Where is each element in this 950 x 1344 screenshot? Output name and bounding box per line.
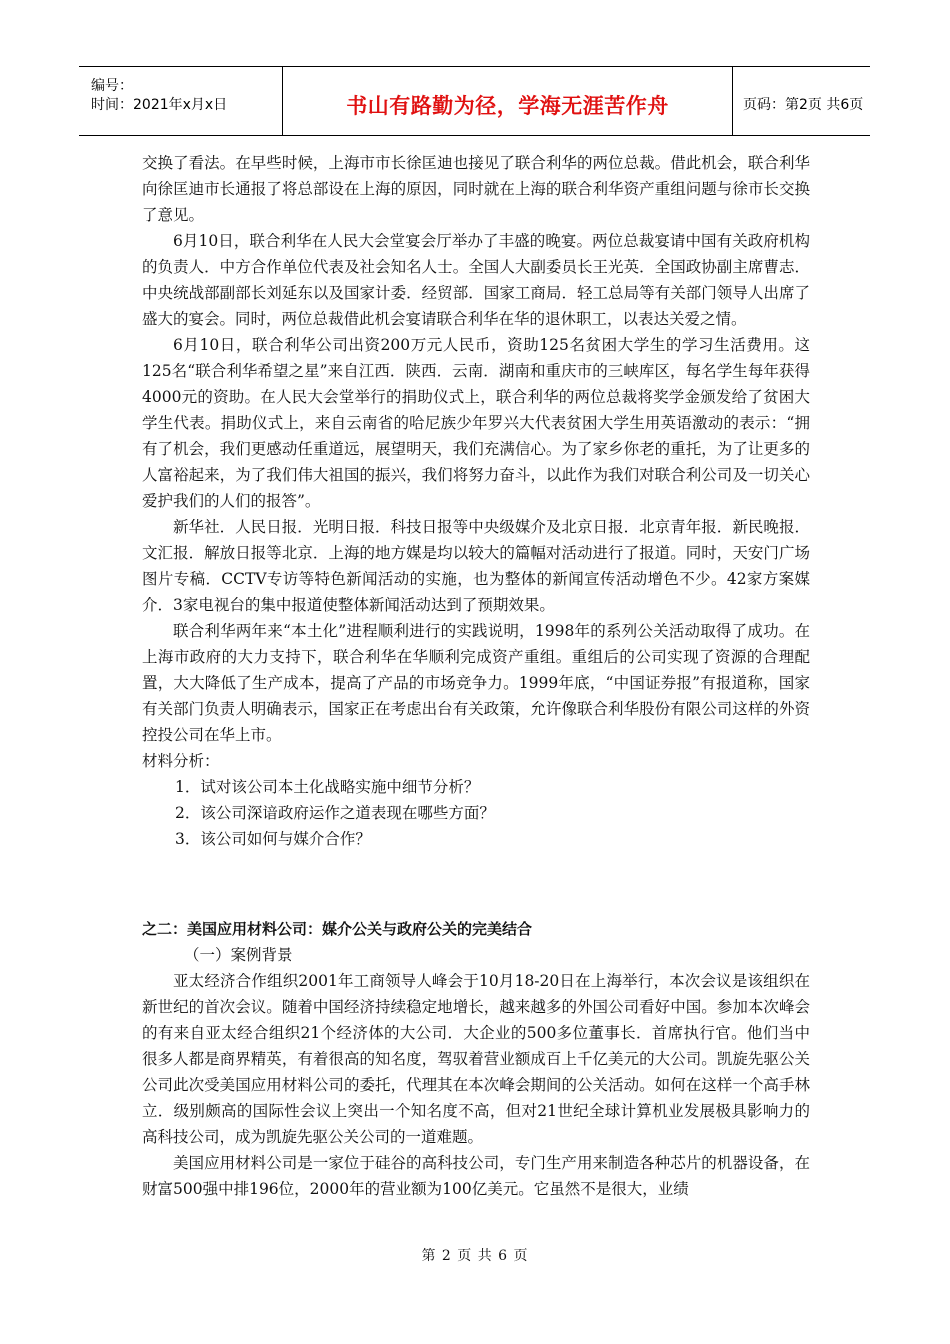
paragraph: 新华社．人民日报．光明日报．科技日报等中央级媒介及北京日报．北京青年报．新民晚报．文汇报．解放日报等北京．上海的地方媒是均以较大的篇幅对活动进行了报道。同时，天安门广场图片专稿．CCTV专访等特色新闻活动的实施，也为整体的新闻宣传活动增色不少。42家方案媒介．3家电视台的集中报道使整体新闻活动达到了预期效果。	[142, 518, 810, 614]
subsection-label: （一）案例背景	[184, 946, 293, 964]
paragraph: 联合利华两年来“本土化”进程顺利进行的实践说明，1998年的系列公关活动取得了成功。在上海市政府的大力支持下，联合利华在华顺利完成资产重组。重组后的公司实现了资源的合理配置，大大降低了生产成本，提高了产品的市场竞争力。1999年底，“中国证券报”有报道称，国家有关部门负责人明确表示，国家正在考虑出台有关政策，允许像联合利华股份有限公司这样的外资控投公司在华上市。	[142, 622, 810, 744]
date-label: 时间：2021年x月x日	[91, 97, 228, 113]
page-footer: 第 2 页 共 6 页	[421, 1248, 529, 1264]
serial-label: 编号：	[91, 78, 133, 94]
question-item: 2．该公司深谙政府运作之道表现在哪些方面？	[175, 804, 495, 822]
question-item: 1．试对该公司本土化战略实施中细节分析？	[175, 778, 480, 796]
header-motto-cell	[283, 67, 733, 135]
paragraph: 美国应用材料公司是一家位于硅谷的高科技公司，专门生产用来制造各种芯片的机器设备，在财富500强中排196位，2000年的营业额为100亿美元。它虽然不是很大，业绩	[142, 1154, 810, 1198]
header-right-cell	[733, 67, 870, 135]
analysis-label: 材料分析：	[142, 752, 220, 770]
header-left-cell	[79, 67, 283, 135]
header-motto: 书山有路勤为径，学海无涯苦作舟	[346, 94, 669, 118]
paragraph: 亚太经济合作组织2001年工商领导人峰会于10月18-20日在上海举行，本次会议是该组织在新世纪的首次会议。随着中国经济持续稳定地增长，越来越多的外国公司看好中国。参加本次峰会的有来自亚太经合组织21个经济体的大公司．大企业的500多位董事长．首席执行官。他们当中很多人都是商界精英，有着很高的知名度，驾驭着营业额成百上千亿美元的大公司。凯旋先驱公关公司此次受美国应用材料公司的委托，代理其在本次峰会期间的公关活动。如何在这样一个高手林立．级别颇高的国际性会议上突出一个知名度不高，但对21世纪全球计算机业发展极具影响力的高科技公司，成为凯旋先驱公关公司的一道难题。	[142, 972, 810, 1146]
question-list	[142, 774, 810, 852]
paragraph: 交换了看法。在早些时候，上海市市长徐匡迪也接见了联合利华的两位总裁。借此机会，联合利华向徐匡迪市长通报了将总部设在上海的原因，同时就在上海的联合利华资产重组问题与徐市长交换了意见。	[142, 154, 810, 224]
document-body	[142, 150, 810, 1202]
paragraph: 6月10日，联合利华在人民大会堂宴会厅举办了丰盛的晚宴。两位总裁宴请中国有关政府机构的负责人．中方合作单位代表及社会知名人士。全国人大副委员长王光英．全国政协副主席曹志．中央统战部副部长刘延东以及国家计委．经贸部．国家工商局．轻工总局等有关部门领导人出席了盛大的宴会。同时，两位总裁借此机会宴请联合利华在华的退休职工，以表达关爱之情。	[142, 232, 810, 328]
paragraph: 6月10日，联合利华公司出资200万元人民币，资助125名贫困大学生的学习生活费用。这125名“联合利华希望之星”来自江西．陕西．云南．湖南和重庆市的三峡库区，每名学生每年获得4000元的资助。在人民大会堂举行的捐助仪式上，联合利华的两位总裁将奖学金颁发给了贫困大学生代表。捐助仪式上，来自云南省的哈尼族少年罗兴大代表贫困大学生用英语激动的表示：“拥有了机会，我们更感动任重道远，展望明天，我们充满信心。为了家乡你老的重托，为了让更多的人富裕起来，为了我们伟大祖国的振兴，我们将努力奋斗，以此作为我们对联合利公司及一切关心爱护我们的人们的报答”。	[142, 336, 810, 510]
section-title: 之二：美国应用材料公司：媒介公关与政府公关的完美结合	[142, 920, 533, 938]
page-header	[79, 66, 870, 136]
question-item: 3．该公司如何与媒介合作？	[175, 830, 371, 848]
page-label: 页码：第2页 共6页	[743, 97, 864, 113]
